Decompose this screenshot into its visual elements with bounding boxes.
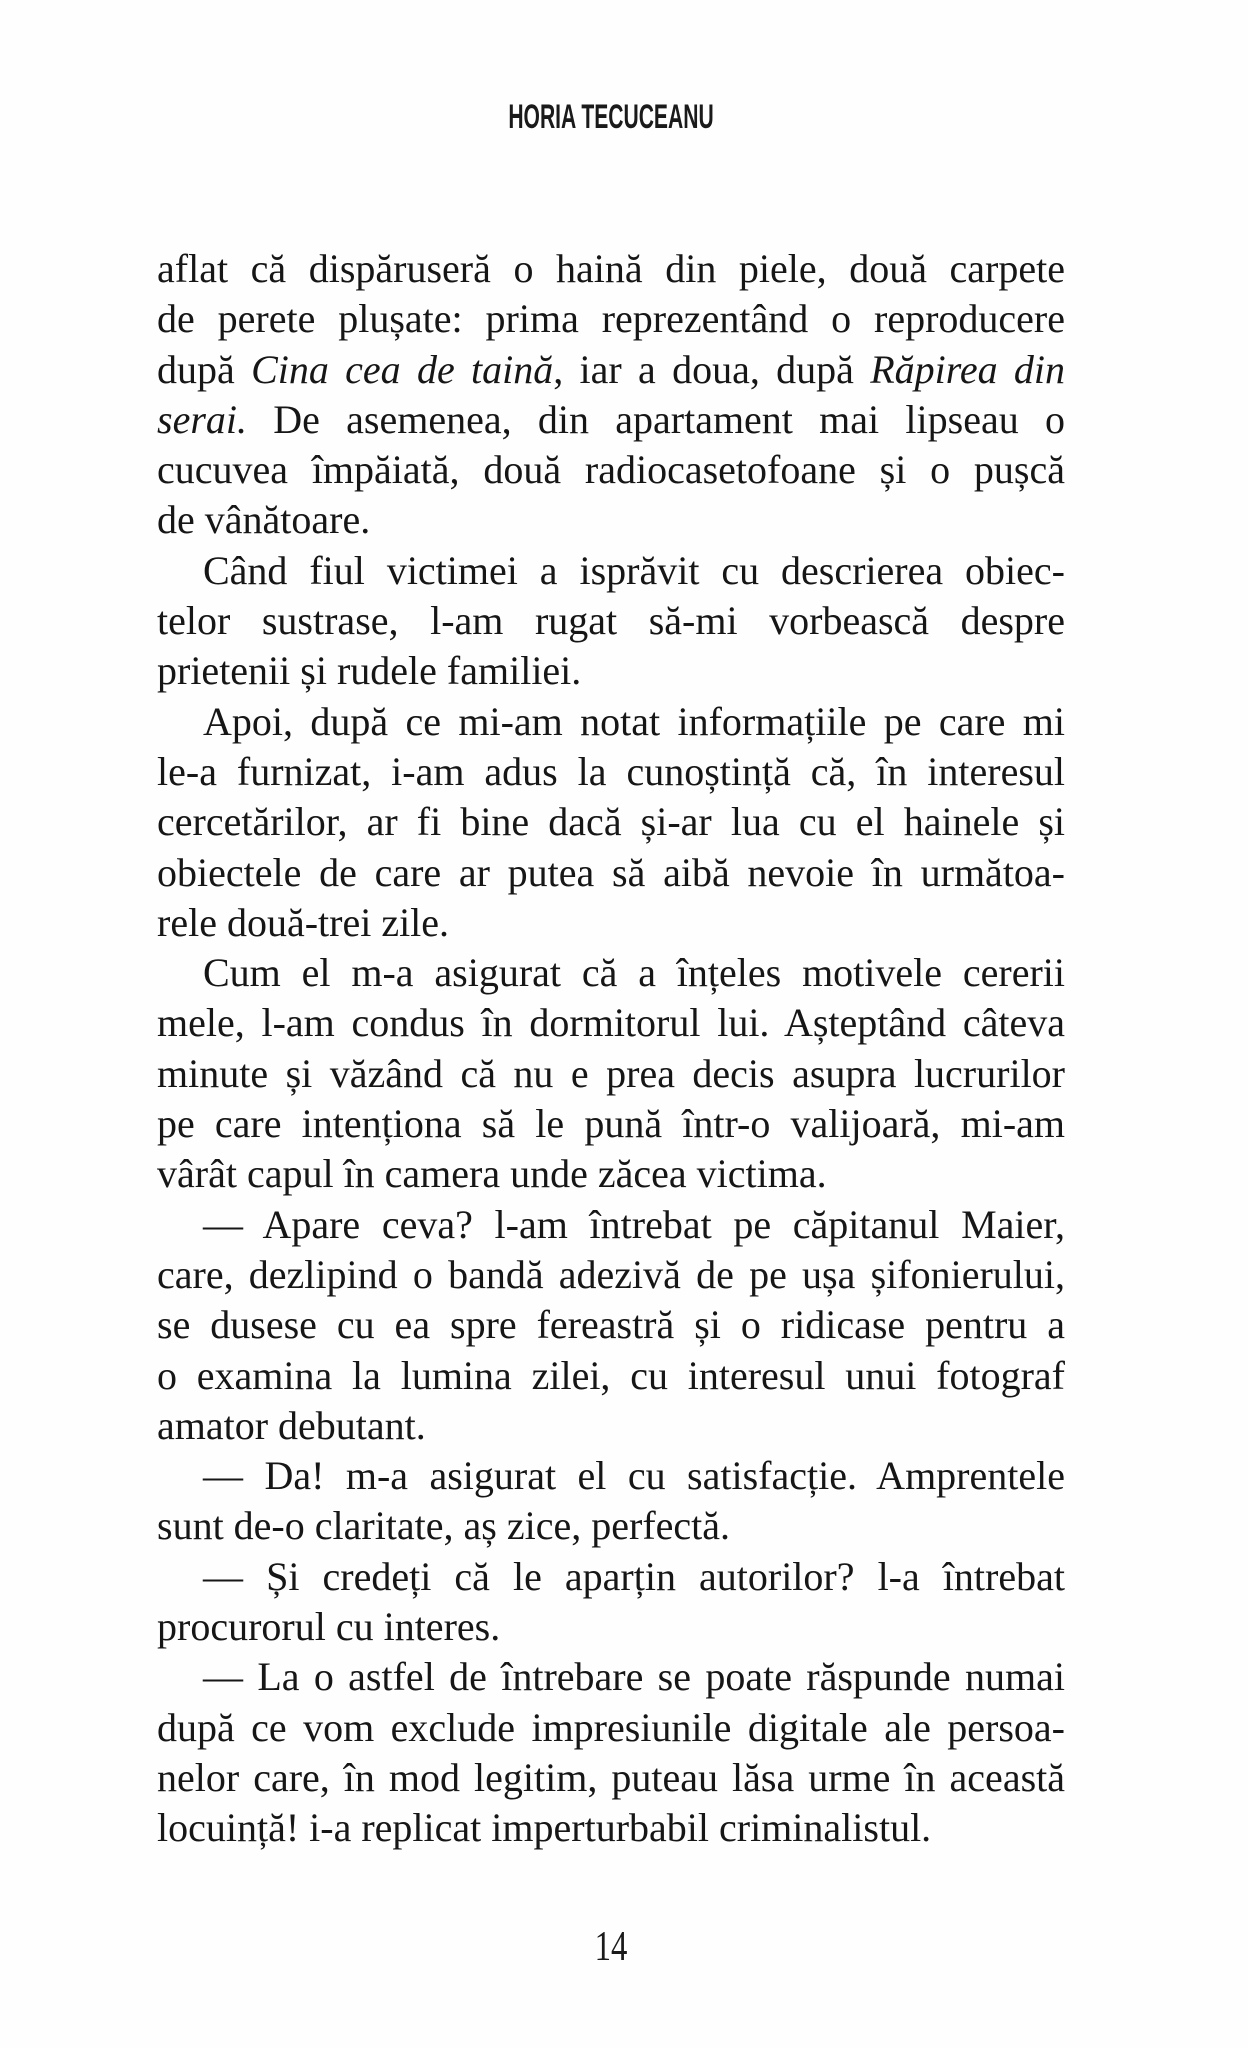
text-line [157,345,1065,395]
text-line [157,697,1065,747]
italic-text-segment: serai. [157,396,247,442]
text-line [157,294,1065,344]
page-number: 14 [594,1924,628,1970]
text-segment: nelor care, în mod legitim, puteau lăsa urme în această [157,1754,1065,1800]
text-segment: le-a furnizat, i-am adus la cunoștință că, în interesul [157,748,1065,794]
text-segment: minute și văzând că nu e prea decis asupra lucrurilor [157,1050,1065,1096]
text-segment: pe care intenționa să le pună într-o valijoară, mi-am [157,1101,1065,1147]
text-segment: — Apare ceva? l-am întrebat pe căpitanul Maier, [203,1201,1065,1247]
text-line [157,1049,1065,1099]
text-line [157,1300,1065,1350]
text-segment: aflat că dispăruseră o haină din piele, două carpete [157,246,1065,291]
text-segment: prietenii și rudele familiei. [157,648,582,694]
text-segment: mele, l-am condus în dormitorul lui. Așteptând câteva [157,1000,1065,1046]
text-segment: de vânătoare. [157,497,371,543]
text-line [157,445,1065,495]
text-line [157,1552,1065,1602]
text-segment: Apoi, după ce mi-am notat informațiile pe care mi [203,698,1065,744]
text-segment: locuință! i-a replicat imperturbabil criminalistul. [157,1805,932,1851]
text-line [157,1401,1065,1451]
text-line [157,948,1065,998]
text-line [157,1351,1065,1401]
text-line [157,898,1065,948]
text-segment: sunt de-o claritate, aș zice, perfectă. [157,1503,731,1549]
text-line [157,1451,1065,1501]
text-segment: de perete plușate: prima reprezentând o reproducere [157,296,1065,342]
text-line [157,395,1065,445]
text-segment: cercetărilor, ar fi bine dacă și-ar lua cu el hainele și [157,799,1065,845]
text-segment: — Da! m-a asigurat el cu satisfacție. Amprentele [203,1453,1065,1499]
text-segment: după ce vom exclude impresiunile digitale ale persoa- [157,1704,1065,1750]
text-line [157,495,1065,545]
text-line [157,1099,1065,1149]
text-segment: — La o astfel de întrebare se poate răspunde numai [203,1654,1065,1700]
text-segment: rele două-trei zile. [157,899,450,945]
running-header-author: HORIA TECUCEANU [508,98,714,136]
text-line [157,1703,1065,1753]
text-segment: procurorul cu interes. [157,1604,501,1650]
italic-text-segment: Răpirea din [870,346,1065,392]
text-segment: o examina la lumina zilei, cu interesul unui fotograf [157,1352,1065,1398]
text-block [157,244,1065,1854]
text-segment: vârât capul în camera unde zăcea victima. [157,1151,827,1197]
text-line [157,596,1065,646]
text-segment: telor sustrase, l-am rugat să-mi vorbească despre [157,598,1065,644]
text-segment: care, dezlipind o bandă adezivă de pe ușa șifonierului, [157,1251,1065,1297]
text-line [157,1652,1065,1702]
text-segment: — Și credeți că le aparțin autorilor? l-a întrebat [203,1553,1065,1599]
text-segment: Când fiul victimei a isprăvit cu descrierea obiec- [203,547,1065,593]
text-line [157,1250,1065,1300]
text-segment: cucuvea împăiată, două radiocasetofoane și o pușcă [157,447,1065,493]
text-line [157,1753,1065,1803]
text-segment: , iar a doua, după [553,346,871,392]
text-line [157,1803,1065,1853]
text-line [157,1149,1065,1199]
text-segment: Cum el m-a asigurat că a înțeles motivele cererii [203,950,1065,996]
text-segment: amator debutant. [157,1402,426,1448]
text-line [157,998,1065,1048]
text-line [157,546,1065,596]
italic-text-segment: Cina cea de taină [251,346,554,392]
text-line [157,646,1065,696]
text-line [157,244,1065,294]
text-line [157,747,1065,797]
text-line [157,848,1065,898]
text-line [157,1200,1065,1250]
text-segment: se dusese cu ea spre fereastră și o ridicase pentru a [157,1302,1065,1348]
text-segment: după [157,346,252,392]
text-line [157,1501,1065,1551]
text-line [157,797,1065,847]
text-segment: obiectele de care ar putea să aibă nevoie în următoa- [157,849,1065,895]
text-line [157,1602,1065,1652]
text-segment: De asemenea, din apartament mai lipseau o [247,396,1065,442]
